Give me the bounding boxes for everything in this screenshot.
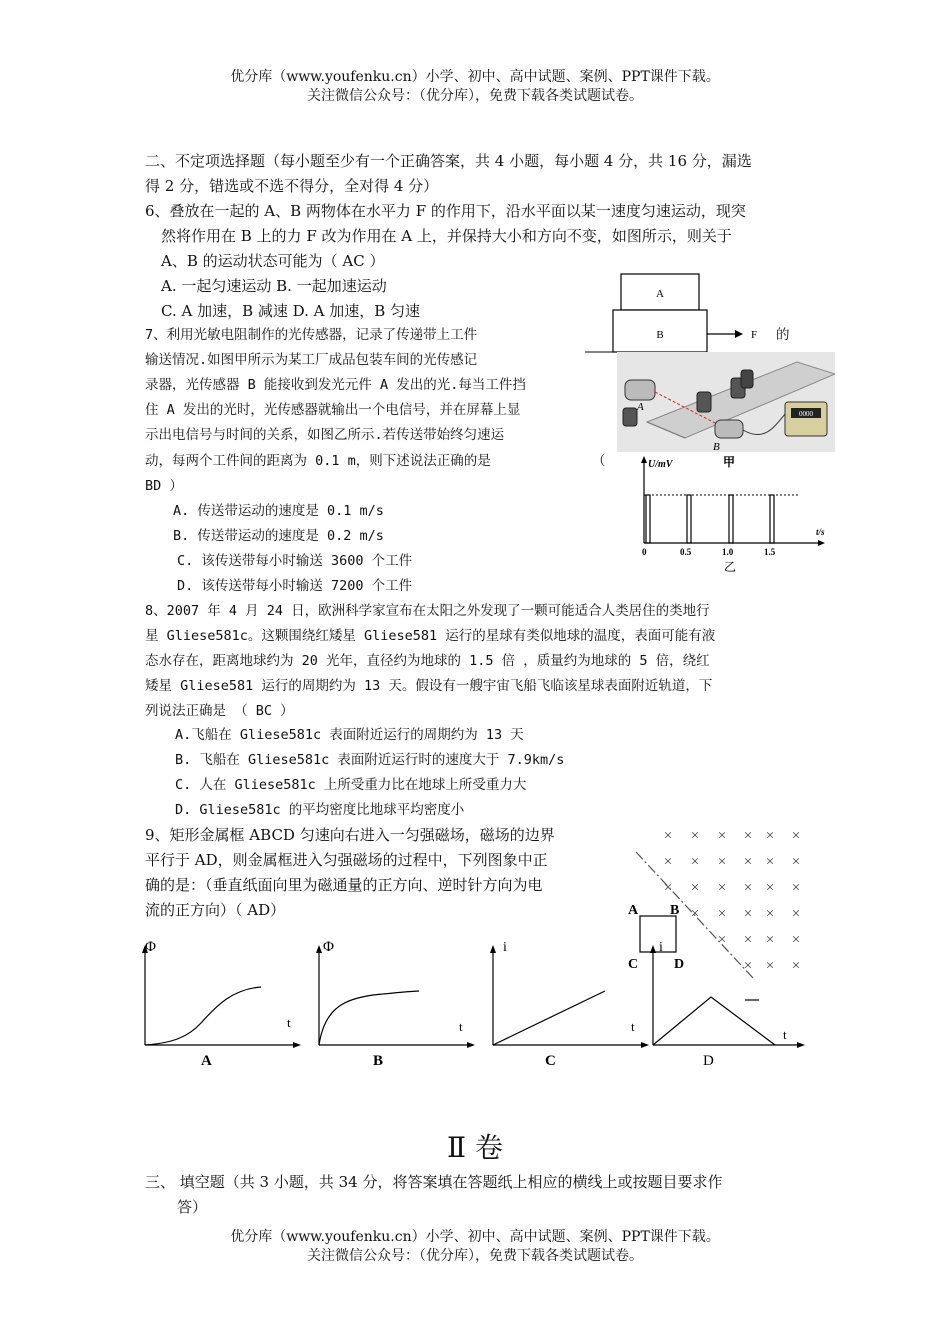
figure-yi-caption: 乙: [724, 560, 737, 574]
q7-option-d: D. 该传送带每小时输送 7200 个工件: [177, 578, 413, 594]
q6-blocks-figure: [585, 268, 795, 360]
emitter-a: [625, 380, 655, 400]
block-a-label: A: [656, 288, 664, 300]
corner-b: B: [670, 903, 680, 918]
graph-c-y-label: i: [503, 940, 507, 955]
q8-option-d: D. Gliese581c 的平均密度比地球平均密度小: [175, 802, 465, 818]
graph-a-x-label: t: [287, 1015, 291, 1030]
corner-c: C: [628, 957, 639, 972]
q6-options-line1: A. 一起匀速运动 B. 一起加速运动: [161, 277, 387, 295]
field-cross: ×: [791, 958, 801, 974]
field-cross: ×: [791, 906, 801, 922]
section3-line1: 三、 填空题（共 3 小题，共 34 分，将答案填在答题纸上相应的横线上或按题目要求作: [145, 1173, 723, 1191]
field-cross: ×: [717, 906, 727, 922]
field-cross: ×: [765, 958, 775, 974]
q6-options-line2: C. A 加速，B 减速 D. A 加速，B 匀速: [161, 302, 421, 320]
graph-c-x-arrow: [641, 1042, 649, 1048]
graph-c-line: [493, 991, 605, 1045]
q8-line5: 列说法正确是 （ BC ）: [145, 703, 294, 719]
corner-a: A: [628, 903, 639, 918]
force-arrow-head: [735, 330, 743, 338]
field-cross: ×: [743, 932, 753, 948]
field-cross: ×: [663, 854, 673, 870]
graph-d-triangle: [653, 997, 775, 1045]
q8-line1: 8、2007 年 4 月 24 日，欧洲科学家宣布在太阳之外发现了一颗可能适合人类居住的类地行: [145, 603, 710, 619]
graph-d-x-label: t: [783, 1027, 787, 1042]
x-axis-arrow: [818, 540, 825, 546]
q7-line1: 7、利用光敏电阻制作的光传感器，记录了传递带上工件: [145, 327, 478, 343]
tick-1.5: 1.5: [764, 547, 776, 557]
field-cross: ×: [791, 932, 801, 948]
q7-line3: 录器，光传感器 B 能接收到发光元件 A 发出的光.每当工件挡: [145, 377, 526, 393]
tick-0: 0: [642, 547, 647, 557]
field-cross: ×: [791, 854, 801, 870]
field-cross: ×: [717, 932, 727, 948]
recorder-display: 0000: [799, 410, 813, 418]
field-cross: ×: [791, 880, 801, 896]
field-cross: ×: [743, 906, 753, 922]
q8-option-b: B. 飞船在 Gliese581c 表面附近运行时的速度大于 7.9km/s: [175, 752, 565, 768]
sensor-b: [715, 420, 743, 438]
graph-c-y-arrow: [490, 945, 496, 953]
pulse-4: [770, 495, 774, 543]
q7-line2: 输送情况.如图甲所示为某工厂成品包装车间的光传感记: [145, 352, 478, 368]
q6-line1: 6、叠放在一起的 A、B 两物体在水平力 F 的作用下，沿水平面以某一速度匀速运动，现突: [145, 202, 746, 220]
graph-d-x-arrow: [797, 1042, 805, 1048]
graph-c-caption: C: [545, 1053, 556, 1069]
pulse-2: [687, 495, 691, 543]
graph-a-x-arrow: [293, 1042, 301, 1048]
field-cross: ×: [690, 828, 700, 844]
field-cross: ×: [717, 828, 727, 844]
block-b-label: B: [656, 329, 664, 341]
graph-b: [316, 939, 475, 1069]
q9-line2: 平行于 AD，则金属框进入匀强磁场的过程中，下列图象中正: [145, 851, 548, 869]
graph-b-y-label: Φ: [323, 939, 334, 955]
q7-option-b: B. 传送带运动的速度是 0.2 m/s: [173, 528, 384, 544]
graph-b-x-label: t: [459, 1019, 463, 1034]
q7-option-c: C. 该传送带每小时输送 3600 个工件: [177, 553, 413, 569]
field-cross: ×: [663, 880, 673, 896]
workpiece: [697, 392, 711, 412]
workpiece: [741, 370, 753, 388]
graph-b-curve: [319, 991, 419, 1045]
graph-d-y-arrow: [650, 945, 656, 953]
y-axis-label: U/mV: [648, 459, 673, 470]
recorder-box: [785, 402, 827, 436]
y-axis-arrow: [641, 456, 647, 463]
workpiece: [623, 408, 637, 426]
q8-line4: 矮星 Gliese581 运行的周期约为 13 天。假设有一艘宇宙飞船飞临该星球表面附近轨道，下: [145, 678, 713, 694]
field-cross: ×: [765, 854, 775, 870]
q8-line2: 星 Gliese581c。这颗围绕红矮星 Gliese581 运行的星球有类似地球的温度，表面可能有液: [145, 628, 716, 644]
graph-b-caption: B: [373, 1053, 384, 1069]
q8-option-c: C. 人在 Gliese581c 上所受重力比在地球上所受重力大: [175, 777, 527, 793]
page-footer-line2: 关注微信公众号：（优分库），免费下载各类试题试卷。: [307, 1248, 643, 1264]
field-cross: ×: [743, 880, 753, 896]
force-label: F: [751, 329, 758, 341]
q6-line3: A、B 的运动状态可能为（ AC ）: [161, 252, 385, 270]
field-cross: ×: [690, 906, 700, 922]
graph-d: [650, 940, 805, 1069]
graph-c: [490, 940, 649, 1069]
part2-title: Ⅱ 卷: [447, 1131, 503, 1164]
graph-a-curve: [145, 987, 261, 1045]
section2-title-line1: 二、不定项选择题（每小题至少有一个正确答案，共 4 小题，每小题 4 分，共 16 分，漏选: [145, 152, 752, 170]
q9-line4: 流的正方向）（ AD）: [145, 901, 286, 919]
field-cross: ×: [743, 854, 753, 870]
graph-b-y-arrow: [316, 945, 322, 953]
field-cross: ×: [765, 828, 775, 844]
graph-a-y-label: Φ: [145, 939, 156, 955]
sensor-b-label: B: [713, 441, 720, 453]
tick-0.5: 0.5: [680, 547, 692, 557]
x-axis-label: t/s: [816, 527, 825, 537]
q9-line1: 9、矩形金属框 ABCD 匀速向右进入一匀强磁场，磁场的边界: [145, 826, 555, 844]
field-cross: ×: [690, 854, 700, 870]
section2-title-line2: 得 2 分，错选或不选不得分，全对得 4 分）: [145, 177, 439, 195]
graph-c-x-label: t: [631, 1019, 635, 1034]
field-cross: ×: [791, 828, 801, 844]
q8-line3: 态水存在，距离地球约为 20 光年，直径约为地球的 1.5 倍 ，质量约为地球的 5 倍，绕红: [145, 653, 710, 669]
q7-option-a: A. 传送带运动的速度是 0.1 m/s: [173, 503, 384, 519]
q7-signal-graph: [632, 455, 832, 575]
section3-line2: 答）: [177, 1198, 208, 1216]
pulse-1: [646, 495, 650, 543]
graph-d-y-label: i: [659, 940, 663, 955]
page-header-line1: 优分库（www.youfenku.cn）小学、初中、高中试题、案例、PPT课件下载。: [230, 69, 720, 85]
graph-a: [142, 939, 301, 1069]
q7-line6: 动，每两个工件间的距离为 0.1 m，则下述说法正确的是: [145, 453, 491, 469]
corner-d: D: [674, 957, 685, 972]
field-cross: ×: [717, 880, 727, 896]
field-cross: ×: [765, 906, 775, 922]
q9-line3: 确的是：（垂直纸面向里为磁通量的正方向、逆时针方向为电: [145, 876, 543, 894]
pulse-3: [729, 495, 733, 543]
q7-line7: BD ）: [145, 478, 183, 494]
emitter-a-label: A: [637, 401, 644, 413]
q7-conveyor-figure: [617, 352, 835, 472]
q7-line4: 住 A 发出的光时，光传感器就输出一个电信号，并在屏幕上显: [145, 402, 521, 418]
field-cross: ×: [765, 880, 775, 896]
figure-jia-caption: 甲: [723, 455, 736, 469]
page-footer-line1: 优分库（www.youfenku.cn）小学、初中、高中试题、案例、PPT课件下载。: [230, 1229, 720, 1245]
graph-b-x-arrow: [467, 1042, 475, 1048]
q9-graphs: [133, 935, 813, 1075]
q7-line5: 示出电信号与时间的关系，如图乙所示.若传送带始终匀速运: [145, 427, 505, 443]
page-header-line2: 关注微信公众号：（优分库），免费下载各类试题试卷。: [307, 88, 643, 104]
tick-1.0: 1.0: [722, 547, 734, 557]
field-cross: ×: [717, 854, 727, 870]
q7-line1-tail: 的: [776, 327, 790, 343]
q6-line2: 然将作用在 B 上的力 F 改为作用在 A 上，并保持大小和方向不变，如图所示，则关于: [161, 227, 732, 245]
graph-d-caption: D: [703, 1053, 714, 1069]
field-cross: ×: [663, 828, 673, 844]
q7-line6-tail: （: [592, 453, 606, 469]
graph-a-caption: A: [201, 1053, 212, 1069]
field-cross: ×: [743, 958, 753, 974]
q8-option-a: A.飞船在 Gliese581c 表面附近运行的周期约为 13 天: [175, 727, 524, 743]
field-cross: ×: [743, 828, 753, 844]
field-cross: ×: [765, 932, 775, 948]
field-cross: ×: [690, 880, 700, 896]
